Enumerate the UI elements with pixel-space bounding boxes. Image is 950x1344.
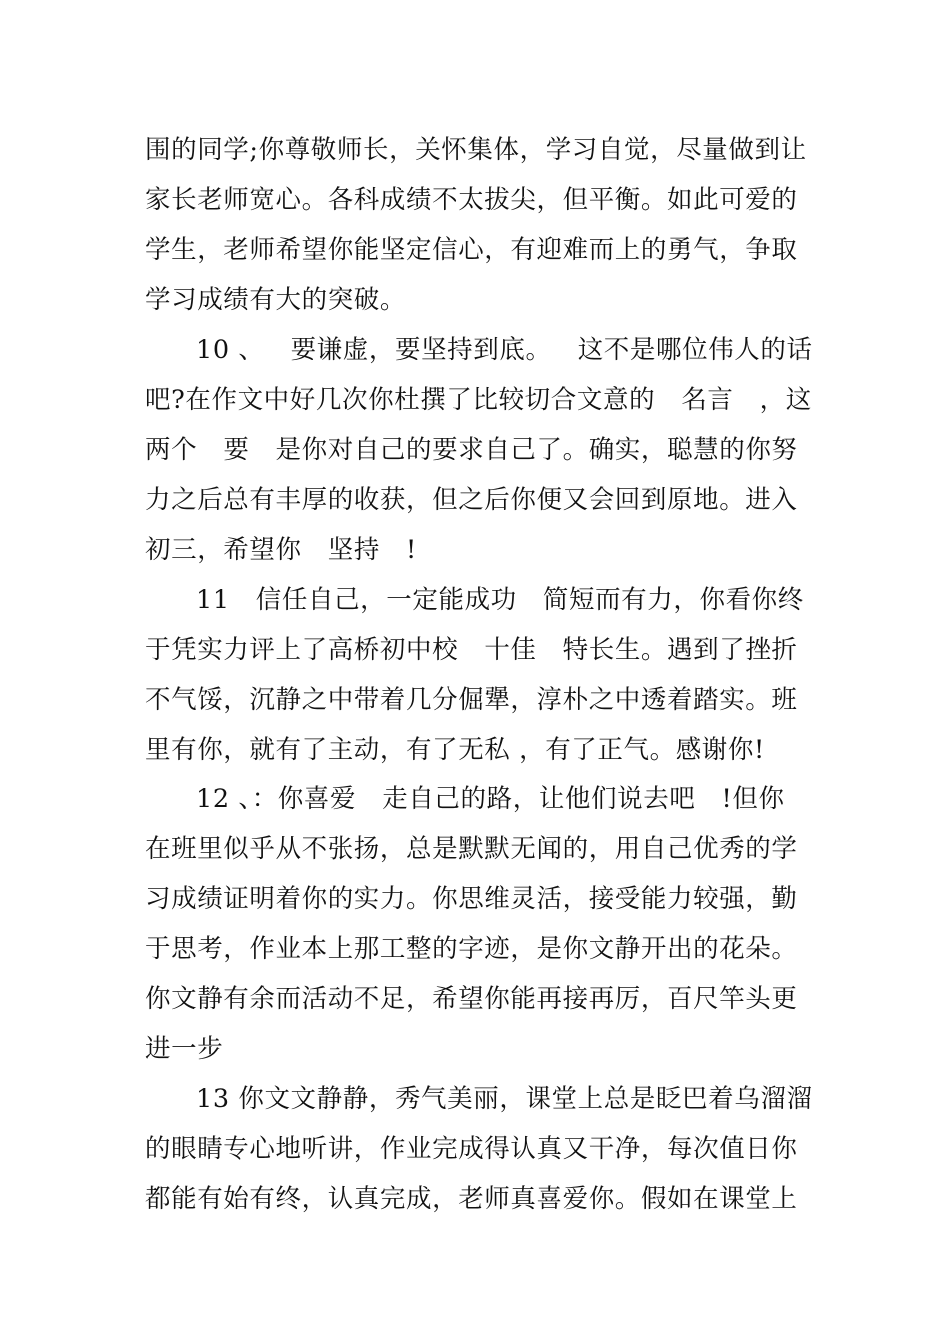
text-line: 学生，老师希望你能坚定信心，有迎难而上的勇气，争取 [145,235,798,265]
paragraph-10-first-line: 10 、 要谦虚，要坚持到底。 这不是哪位伟人的话 [196,335,813,365]
text-line: 于凭实力评上了高桥初中校 十佳 特长生。遇到了挫折 [145,635,798,665]
text-line: 家长老师宽心。各科成绩不太拔尖，但平衡。如此可爱的 [145,185,798,215]
text-line: 初三，希望你 坚持 ! [145,535,417,565]
text-line: 在班里似乎从不张扬，总是默默无闻的，用自己优秀的学 [145,834,798,864]
paragraph-13-first-line: 13 你文文静静，秀气美丽，课堂上总是眨巴着乌溜溜 [196,1084,813,1114]
text-line: 学习成绩有大的突破。 [145,285,407,315]
text-line: 吧?在作文中好几次你杜撰了比较切合文意的 名言 ，这 [145,385,812,415]
text-line: 围的同学;你尊敬师长，关怀集体，学习自觉，尽量做到让 [145,135,807,165]
paragraph-12-first-line: 12 、：你喜爱 走自己的路，让他们说去吧 !但你 [196,784,785,814]
text-line: 进一步 [145,1034,224,1064]
paragraph-11-first-line: 11 信任自己，一定能成功 简短而有力，你看你终 [196,585,804,615]
text-line: 不气馁，沉静之中带着几分倔犟，淳朴之中透着踏实。班 [145,685,798,715]
text-line: 的眼睛专心地听讲，作业完成得认真又干净，每次值日你 [145,1134,798,1164]
text-line: 你文静有余而活动不足，希望你能再接再厉，百尺竿头更 [145,984,798,1014]
text-line: 都能有始有终，认真完成，老师真喜爱你。假如在课堂上 [145,1184,798,1214]
text-line: 力之后总有丰厚的收获，但之后你便又会回到原地。进入 [145,485,798,515]
text-line: 于思考，作业本上那工整的字迹，是你文静开出的花朵。 [145,934,798,964]
text-line: 两个 要 是你对自己的要求自己了。确实，聪慧的你努 [145,435,798,465]
text-line: 里有你，就有了主动，有了无私 ，有了正气。感谢你! [145,735,765,765]
text-line: 习成绩证明着你的实力。你思维灵活，接受能力较强，勤 [145,884,798,914]
